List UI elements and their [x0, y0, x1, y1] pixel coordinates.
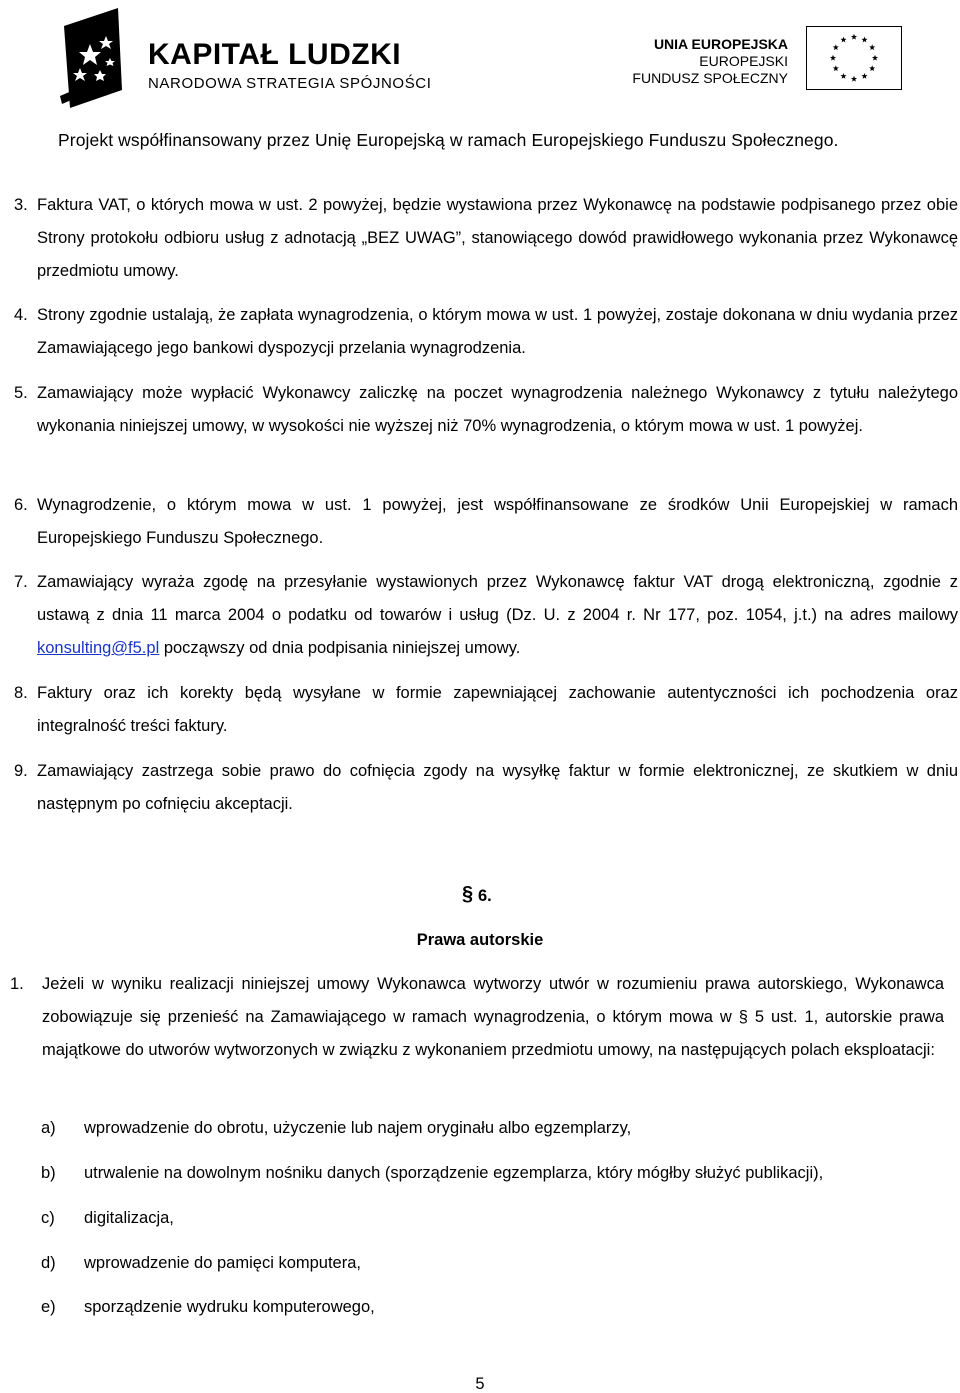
paragraph-number: 6.	[14, 496, 28, 514]
kapital-ludzki-subtitle: NARODOWA STRATEGIA SPÓJNOŚCI	[148, 75, 432, 92]
ue-line-3: FUNDUSZ SPOŁECZNY	[632, 70, 788, 86]
sub-item-text: utrwalenie na dowolnym nośniku danych (sporządzenie egzemplarza, który mógłby służyć publikacji),	[84, 1164, 824, 1182]
kapital-ludzki-logo	[56, 6, 134, 112]
paragraph-text: Wynagrodzenie, o którym mowa w ust. 1 powyżej, jest współfinansowane ze środków Unii Europejskiej w ramach Europejskiego Funduszu Społecznego.	[37, 496, 958, 547]
paragraph-number: 7.	[14, 573, 28, 591]
ue-line-2: EUROPEJSKI	[699, 53, 788, 69]
paragraph-text-part: począwszy od dnia podpisania niniejszej umowy.	[159, 639, 521, 657]
section-number: 6.	[478, 887, 492, 905]
paragraph-number: 8.	[14, 684, 28, 702]
ue-line-1: UNIA EUROPEJSKA	[653, 36, 788, 52]
sub-item-text: wprowadzenie do pamięci komputera,	[84, 1254, 361, 1272]
sub-item-label: a)	[41, 1119, 56, 1137]
paragraph-number: 3.	[14, 196, 28, 214]
paragraph-text: Zamawiający może wypłacić Wykonawcy zaliczkę na poczet wynagrodzenia należnego Wykonawcy z tytułu należytego wykonania niniejszej umowy, w wysokości nie wyższej niż 70% wynagrodzenia, o którym mowa w ust. 1 powyżej.	[37, 384, 958, 435]
email-link[interactable]: konsulting@f5.pl	[37, 639, 160, 657]
project-cofinancing-line: Projekt współfinansowany przez Unię Europejską w ramach Europejskiego Funduszu Społecznego.	[58, 130, 839, 150]
paragraph-text	[37, 566, 958, 665]
section-title: Prawa autorskie	[416, 931, 544, 949]
sub-item-label: e)	[41, 1298, 56, 1316]
paragraph-text-part: Zamawiający wyraża zgodę na przesyłanie wystawionych przez Wykonawcę faktur VAT drogą elektroniczną, zgodnie z ustawą z dnia 11 marca 2004 o podatku od towarów i usług (Dz. U. z 2004 r. Nr 177, poz. 1054, j.t.) na adres mailowy	[37, 573, 958, 624]
sub-item-label: d)	[41, 1254, 56, 1272]
paragraph-text: Zamawiający zastrzega sobie prawo do cofnięcia zgody na wysyłkę faktur w formie elektronicznej, ze skutkiem w dniu następnym po cofnięciu akceptacji.	[37, 762, 958, 813]
section-item-number: 1.	[10, 975, 24, 993]
paragraph-text: Faktura VAT, o których mowa w ust. 2 powyżej, będzie wystawiona przez Wykonawcę na podstawie podpisanego przez obie Strony protokołu odbioru usług z adnotacją „BEZ UWAG”, stanowiącego dowód prawidłowego wykonania przez Wykonawcę przedmiotu umowy.	[37, 196, 958, 280]
page-number: 5	[475, 1375, 485, 1393]
paragraph-number: 5.	[14, 384, 28, 402]
eu-flag-icon	[806, 26, 902, 90]
paragraph-text: Faktury oraz ich korekty będą wysyłane w formie zapewniającej zachowanie autentyczności ich pochodzenia oraz integralność treści faktury.	[37, 684, 958, 735]
section-item-text: Jeżeli w wyniku realizacji niniejszej umowy Wykonawca wytworzy utwór w rozumieniu prawa autorskiego, Wykonawca zobowiązuje się przenieść na Zamawiającego w ramach wynagrodzenia, o którym mowa w § 5 ust. 1, autorskie prawa majątkowe do utworów wytworzonych w związku z wykonaniem przedmiotu umowy, na następujących polach eksploatacji:	[42, 975, 944, 1059]
sub-item-label: c)	[41, 1209, 55, 1227]
section-sign: §	[462, 883, 474, 905]
kapital-ludzki-title: KAPITAŁ LUDZKI	[148, 38, 402, 71]
sub-item-text: wprowadzenie do obrotu, użyczenie lub najem oryginału albo egzemplarzy,	[84, 1119, 632, 1137]
ue-logo-text	[632, 36, 788, 87]
paragraph-number: 4.	[14, 306, 28, 324]
paragraph-text: Strony zgodnie ustalają, że zapłata wynagrodzenia, o którym mowa w ust. 1 powyżej, zostaje dokonana w dniu wydania przez Zamawiającego jego bankowi dyspozycji przelania wynagrodzenia.	[37, 306, 958, 357]
sub-item-label: b)	[41, 1164, 56, 1182]
sub-item-text: sporządzenie wydruku komputerowego,	[84, 1298, 375, 1316]
document-header	[0, 0, 960, 160]
paragraph-number: 9.	[14, 762, 28, 780]
sub-item-text: digitalizacja,	[84, 1209, 174, 1227]
